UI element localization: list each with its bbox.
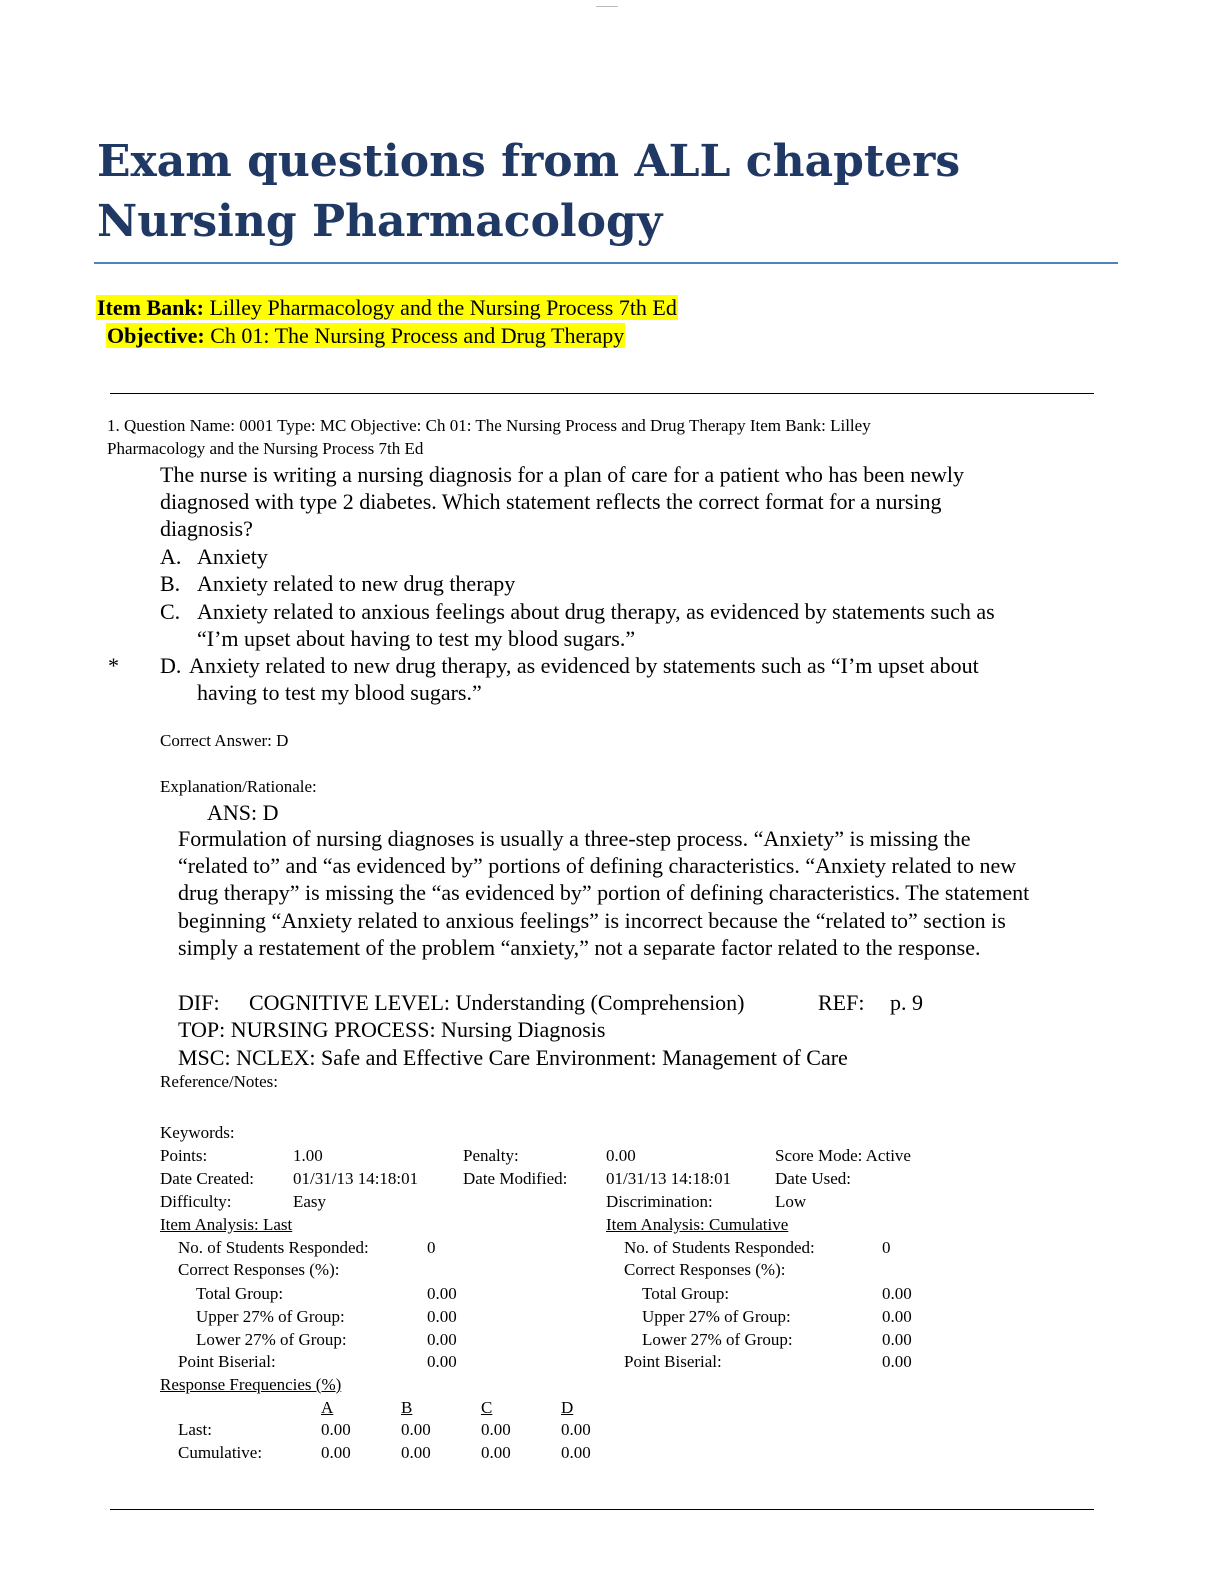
rationale-line1: Formulation of nursing diagnoses is usually a three-step process. “Anxiety” is missing the <box>178 826 971 851</box>
option-d-cont: having to test my blood sugars.” <box>197 680 482 705</box>
points-label: Points: <box>160 1146 208 1165</box>
last-total-value: 0.00 <box>427 1284 457 1303</box>
last-lower-value: 0.00 <box>427 1330 457 1349</box>
difficulty-label: Difficulty: <box>160 1192 232 1211</box>
rationale-line2: “related to” and “as evidenced by” portions of defining characteristics. “Anxiety related to new <box>178 853 1017 878</box>
option-a-text: Anxiety <box>197 544 268 569</box>
page-title-line1: Exam questions from ALL chapters <box>97 136 961 187</box>
title-rule <box>94 262 1118 264</box>
freq-last-b: 0.00 <box>401 1420 431 1439</box>
question-meta-line2: Pharmacology and the Nursing Process 7th Ed <box>107 439 424 458</box>
difficulty-value: Easy <box>293 1192 327 1211</box>
date-created-label: Date Created: <box>160 1169 254 1188</box>
option-c-cont: “I’m upset about having to test my blood sugars.” <box>197 626 636 651</box>
option-b-letter: B. <box>160 571 181 596</box>
date-modified-value: 01/31/13 14:18:01 <box>606 1169 732 1188</box>
freq-cumulative-d: 0.00 <box>561 1443 591 1462</box>
objective-line <box>106 323 625 348</box>
page-title-line2: Nursing Pharmacology <box>97 196 663 247</box>
freq-header-b: B <box>401 1398 413 1417</box>
freq-cumulative-c: 0.00 <box>481 1443 511 1462</box>
freq-cumulative-b: 0.00 <box>401 1443 431 1462</box>
cum-upper-label: Upper 27% of Group: <box>642 1307 791 1326</box>
correct-marker: * <box>108 653 119 678</box>
question-stem-line3: diagnosis? <box>160 516 253 541</box>
ref-value: p. 9 <box>890 990 923 1015</box>
last-responded-value: 0 <box>427 1238 436 1257</box>
item-bank-value: Lilley Pharmacology and the Nursing Process 7th Ed <box>203 295 677 320</box>
discrimination-value: Low <box>775 1192 807 1211</box>
date-created-value: 01/31/13 14:18:01 <box>293 1169 419 1188</box>
option-c-text: Anxiety related to anxious feelings about drug therapy, as evidenced by statements such as <box>197 599 995 624</box>
freq-header-c: C <box>481 1398 493 1417</box>
cum-lower-label: Lower 27% of Group: <box>642 1330 793 1349</box>
last-upper-value: 0.00 <box>427 1307 457 1326</box>
freq-cumulative-label: Cumulative: <box>178 1443 263 1462</box>
cum-lower-value: 0.00 <box>882 1330 912 1349</box>
cum-responded-label: No. of Students Responded: <box>624 1238 815 1257</box>
option-b-text: Anxiety related to new drug therapy <box>197 571 516 596</box>
cum-biserial-value: 0.00 <box>882 1352 912 1371</box>
ref-label: REF: <box>818 990 865 1015</box>
last-biserial-label: Point Biserial: <box>178 1352 276 1371</box>
penalty-label: Penalty: <box>463 1146 519 1165</box>
option-c-letter: C. <box>160 599 181 624</box>
cum-total-value: 0.00 <box>882 1284 912 1303</box>
dif-label: DIF: <box>178 990 220 1015</box>
freq-last-label: Last: <box>178 1420 212 1439</box>
last-lower-label: Lower 27% of Group: <box>196 1330 347 1349</box>
objective-value: Ch 01: The Nursing Process and Drug Therapy <box>204 323 625 348</box>
freq-last-c: 0.00 <box>481 1420 511 1439</box>
item-bank-line <box>96 295 678 320</box>
date-used-label: Date Used: <box>775 1169 852 1188</box>
freq-cumulative-a: 0.00 <box>321 1443 351 1462</box>
cum-upper-value: 0.00 <box>882 1307 912 1326</box>
section-divider-bottom <box>110 1509 1094 1510</box>
keywords-label: Keywords: <box>160 1123 235 1142</box>
objective-label: Objective: <box>107 323 205 348</box>
rationale-line3: drug therapy” is missing the “as evidenced by” portion of defining characteristics. The statement <box>178 880 1030 905</box>
last-correct-label: Correct Responses (%): <box>178 1260 340 1279</box>
cum-biserial-label: Point Biserial: <box>624 1352 722 1371</box>
cum-responded-value: 0 <box>882 1238 891 1257</box>
cum-total-label: Total Group: <box>642 1284 730 1303</box>
reference-notes: Reference/Notes: <box>160 1072 278 1091</box>
top-line: TOP: NURSING PROCESS: Nursing Diagnosis <box>178 1017 606 1042</box>
points-value: 1.00 <box>293 1146 323 1165</box>
freq-title: Response Frequencies (%) <box>160 1375 342 1394</box>
penalty-value: 0.00 <box>606 1146 636 1165</box>
freq-header-d: D <box>561 1398 574 1417</box>
question-meta-line1: 1. Question Name: 0001 Type: MC Objective: Ch 01: The Nursing Process and Drug Therapy Item Bank: Lilley <box>107 416 871 435</box>
freq-header-a: A <box>321 1398 334 1417</box>
last-biserial-value: 0.00 <box>427 1352 457 1371</box>
option-a-letter: A. <box>160 544 182 569</box>
correct-answer: Correct Answer: D <box>160 731 289 750</box>
header-mark <box>596 6 618 7</box>
date-modified-label: Date Modified: <box>463 1169 568 1188</box>
last-upper-label: Upper 27% of Group: <box>196 1307 345 1326</box>
item-bank-label: Item Bank: <box>97 295 204 320</box>
discrimination-label: Discrimination: <box>606 1192 713 1211</box>
ans-line: ANS: D <box>207 800 279 825</box>
question-stem-line2: diagnosed with type 2 diabetes. Which statement reflects the correct format for a nursing <box>160 489 942 514</box>
last-total-label: Total Group: <box>196 1284 284 1303</box>
freq-last-d: 0.00 <box>561 1420 591 1439</box>
score-mode: Score Mode: Active <box>775 1146 911 1165</box>
option-d-text: Anxiety related to new drug therapy, as evidenced by statements such as “I’m upset about <box>189 653 979 678</box>
section-divider-top <box>110 393 1094 394</box>
freq-last-a: 0.00 <box>321 1420 351 1439</box>
analysis-last-title: Item Analysis: Last <box>160 1215 293 1234</box>
cum-correct-label: Correct Responses (%): <box>624 1260 786 1279</box>
rationale-line5: simply a restatement of the problem “anxiety,” not a separate factor related to the response. <box>178 935 981 960</box>
msc-line: MSC: NCLEX: Safe and Effective Care Environment: Management of Care <box>178 1045 848 1070</box>
question-stem-line1: The nurse is writing a nursing diagnosis for a plan of care for a patient who has been newly <box>160 462 964 487</box>
option-d-letter: D. <box>160 653 182 678</box>
rationale-line4: beginning “Anxiety related to anxious feelings” is incorrect because the “related to” section is <box>178 908 1006 933</box>
dif-value: COGNITIVE LEVEL: Understanding (Comprehension) <box>249 990 745 1015</box>
last-responded-label: No. of Students Responded: <box>178 1238 369 1257</box>
explanation-label: Explanation/Rationale: <box>160 777 317 796</box>
analysis-cumulative-title: Item Analysis: Cumulative <box>606 1215 789 1234</box>
